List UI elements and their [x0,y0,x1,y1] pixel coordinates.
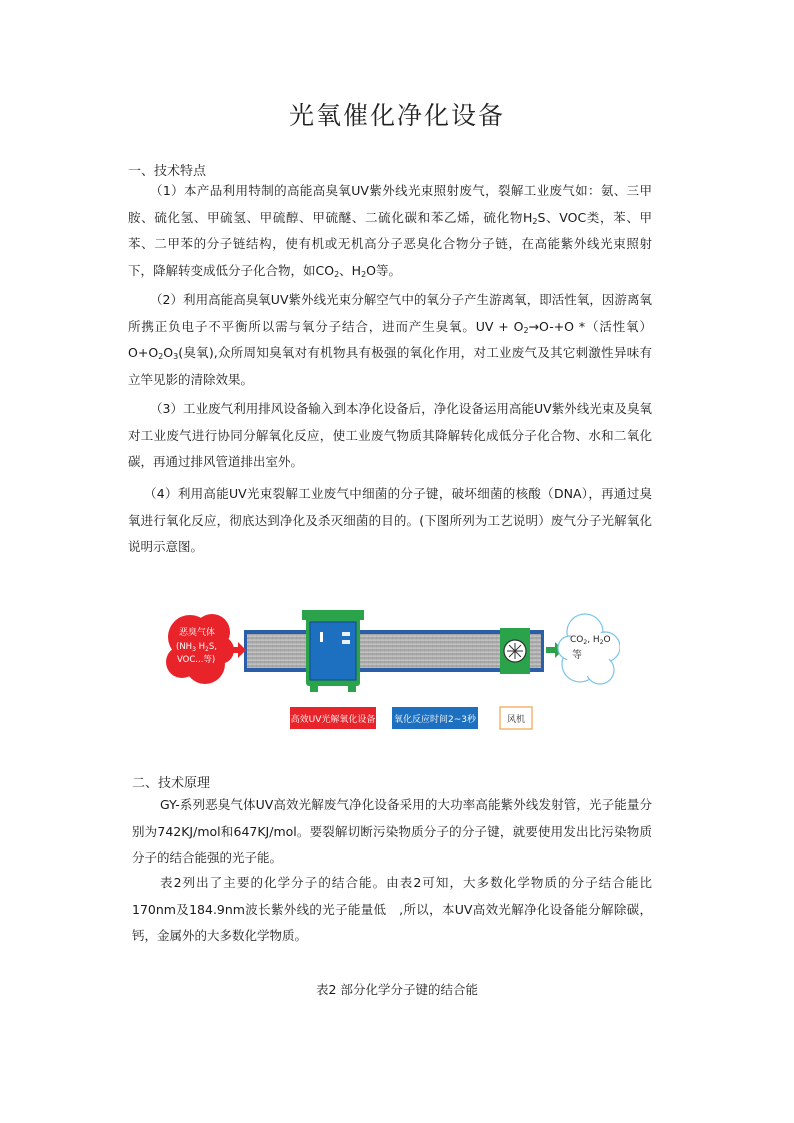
subscript: 2 [158,352,164,361]
text-run: （2）利用高能高臭氧UV紫外线光束分解空气中的氧分子产生游离氧，即活性氧，因游离氧所携正负电子不平衡所以需与氧分子结合，进而产生臭氧。UV + O [128,292,652,334]
section-heading-principle: 二、技术原理 [132,776,211,791]
process-diagram [160,592,620,737]
fan-label: 风机 [506,715,526,725]
uv-device [302,610,364,692]
paragraph-1 [128,178,652,284]
paragraph-4: （4）利用高能UV光束裂解工业废气中细菌的分子键，破坏细菌的核酸（DNA），再通过臭氧进行氧化反应，彻底达到净化及杀灭细菌的目的。(下图所列为工艺说明）废气分子光解氧化说明示意图。 [128,486,652,554]
clean-gas-etc: 等 [572,650,582,661]
subscript: 2 [532,216,538,226]
text-run: →O-+O *（活性氧）O+O [128,318,652,360]
subscript: 2 [523,325,529,335]
odor-gas-voc: VOC...等) [177,655,216,665]
subscript: 2 [361,269,367,279]
text-run: 、H [339,262,362,278]
time-label: 氧化反应时间2~3秒 [394,715,476,725]
text-run: O等。 [366,262,402,278]
clean-gas-cloud [558,614,620,684]
paragraph-principle-2: 表2列出了主要的化学分子的结合能。由表2可知，大多数化学物质的分子结合能比170nm及184.9nm波长紫外线的光子能量低 ,所以，本UV高效光解净化设备能分解除碳，钙，金属外的大多数化学物质。 [132,875,652,943]
page-title: 光氧催化净化设备 [288,101,505,130]
fan [500,628,530,674]
text-run: (臭氧),众所周知臭氧对有机物具有极强的氧化作用，对工业废气及其它刺激性异味有立竿见影的清除效果。 [128,345,652,387]
section-heading-features: 一、技术特点 [128,164,207,179]
duct-pipe [247,634,541,668]
paragraph-3: （3）工业废气利用排风设备输入到本净化设备后，净化设备运用高能UV紫外线光束及臭氧对工业废气进行协同分解氧化反应，使工业废气物质其降解转化成低分子化合物、水和二氧化碳，再通过排风管道排出室外。 [128,401,652,469]
odor-gas-label: 恶臭气体 [179,628,216,638]
device-label: 高效UV光解氧化设备 [290,715,376,725]
text-run: O [163,345,174,360]
paragraph-2 [128,287,652,393]
odor-gas-cloud [166,614,234,684]
text-run: （1）本产品利用特制的高能高臭氧UV紫外线光束照射废气，裂解工业废气如：氨、三甲胺、硫化氢、甲硫氢、甲硫醇、甲硫醚、二硫化碳和苯乙烯，硫化物H [128,183,652,225]
text-run: S、VOC类，苯、甲苯、二甲苯的分子链结构，使有机或无机高分子恶臭化合物分子链，在高能紫外线光束照射下，降解转变成低分子化合物，如CO [128,209,652,278]
subscript: 3 [173,352,179,361]
odor-gas-formula: ($NH_3$ $H_2S$, [176,642,217,653]
process-diagram-svg [160,592,620,737]
clean-gas-formula: $CO_2$, $H_2O$ [570,635,611,646]
paragraph-principle-1: GY-系列恶臭气体UV高效光解废气净化设备采用的大功率高能紫外线发射管，光子能量分别为742KJ/mol和647KJ/mol。要裂解切断污染物质分子的分子键，就要使用发出比污染物质分子的结合能强的光子能。 [132,797,652,865]
subscript: 2 [334,269,340,279]
table-caption: 表2 部分化学分子键的结合能 [316,982,478,997]
